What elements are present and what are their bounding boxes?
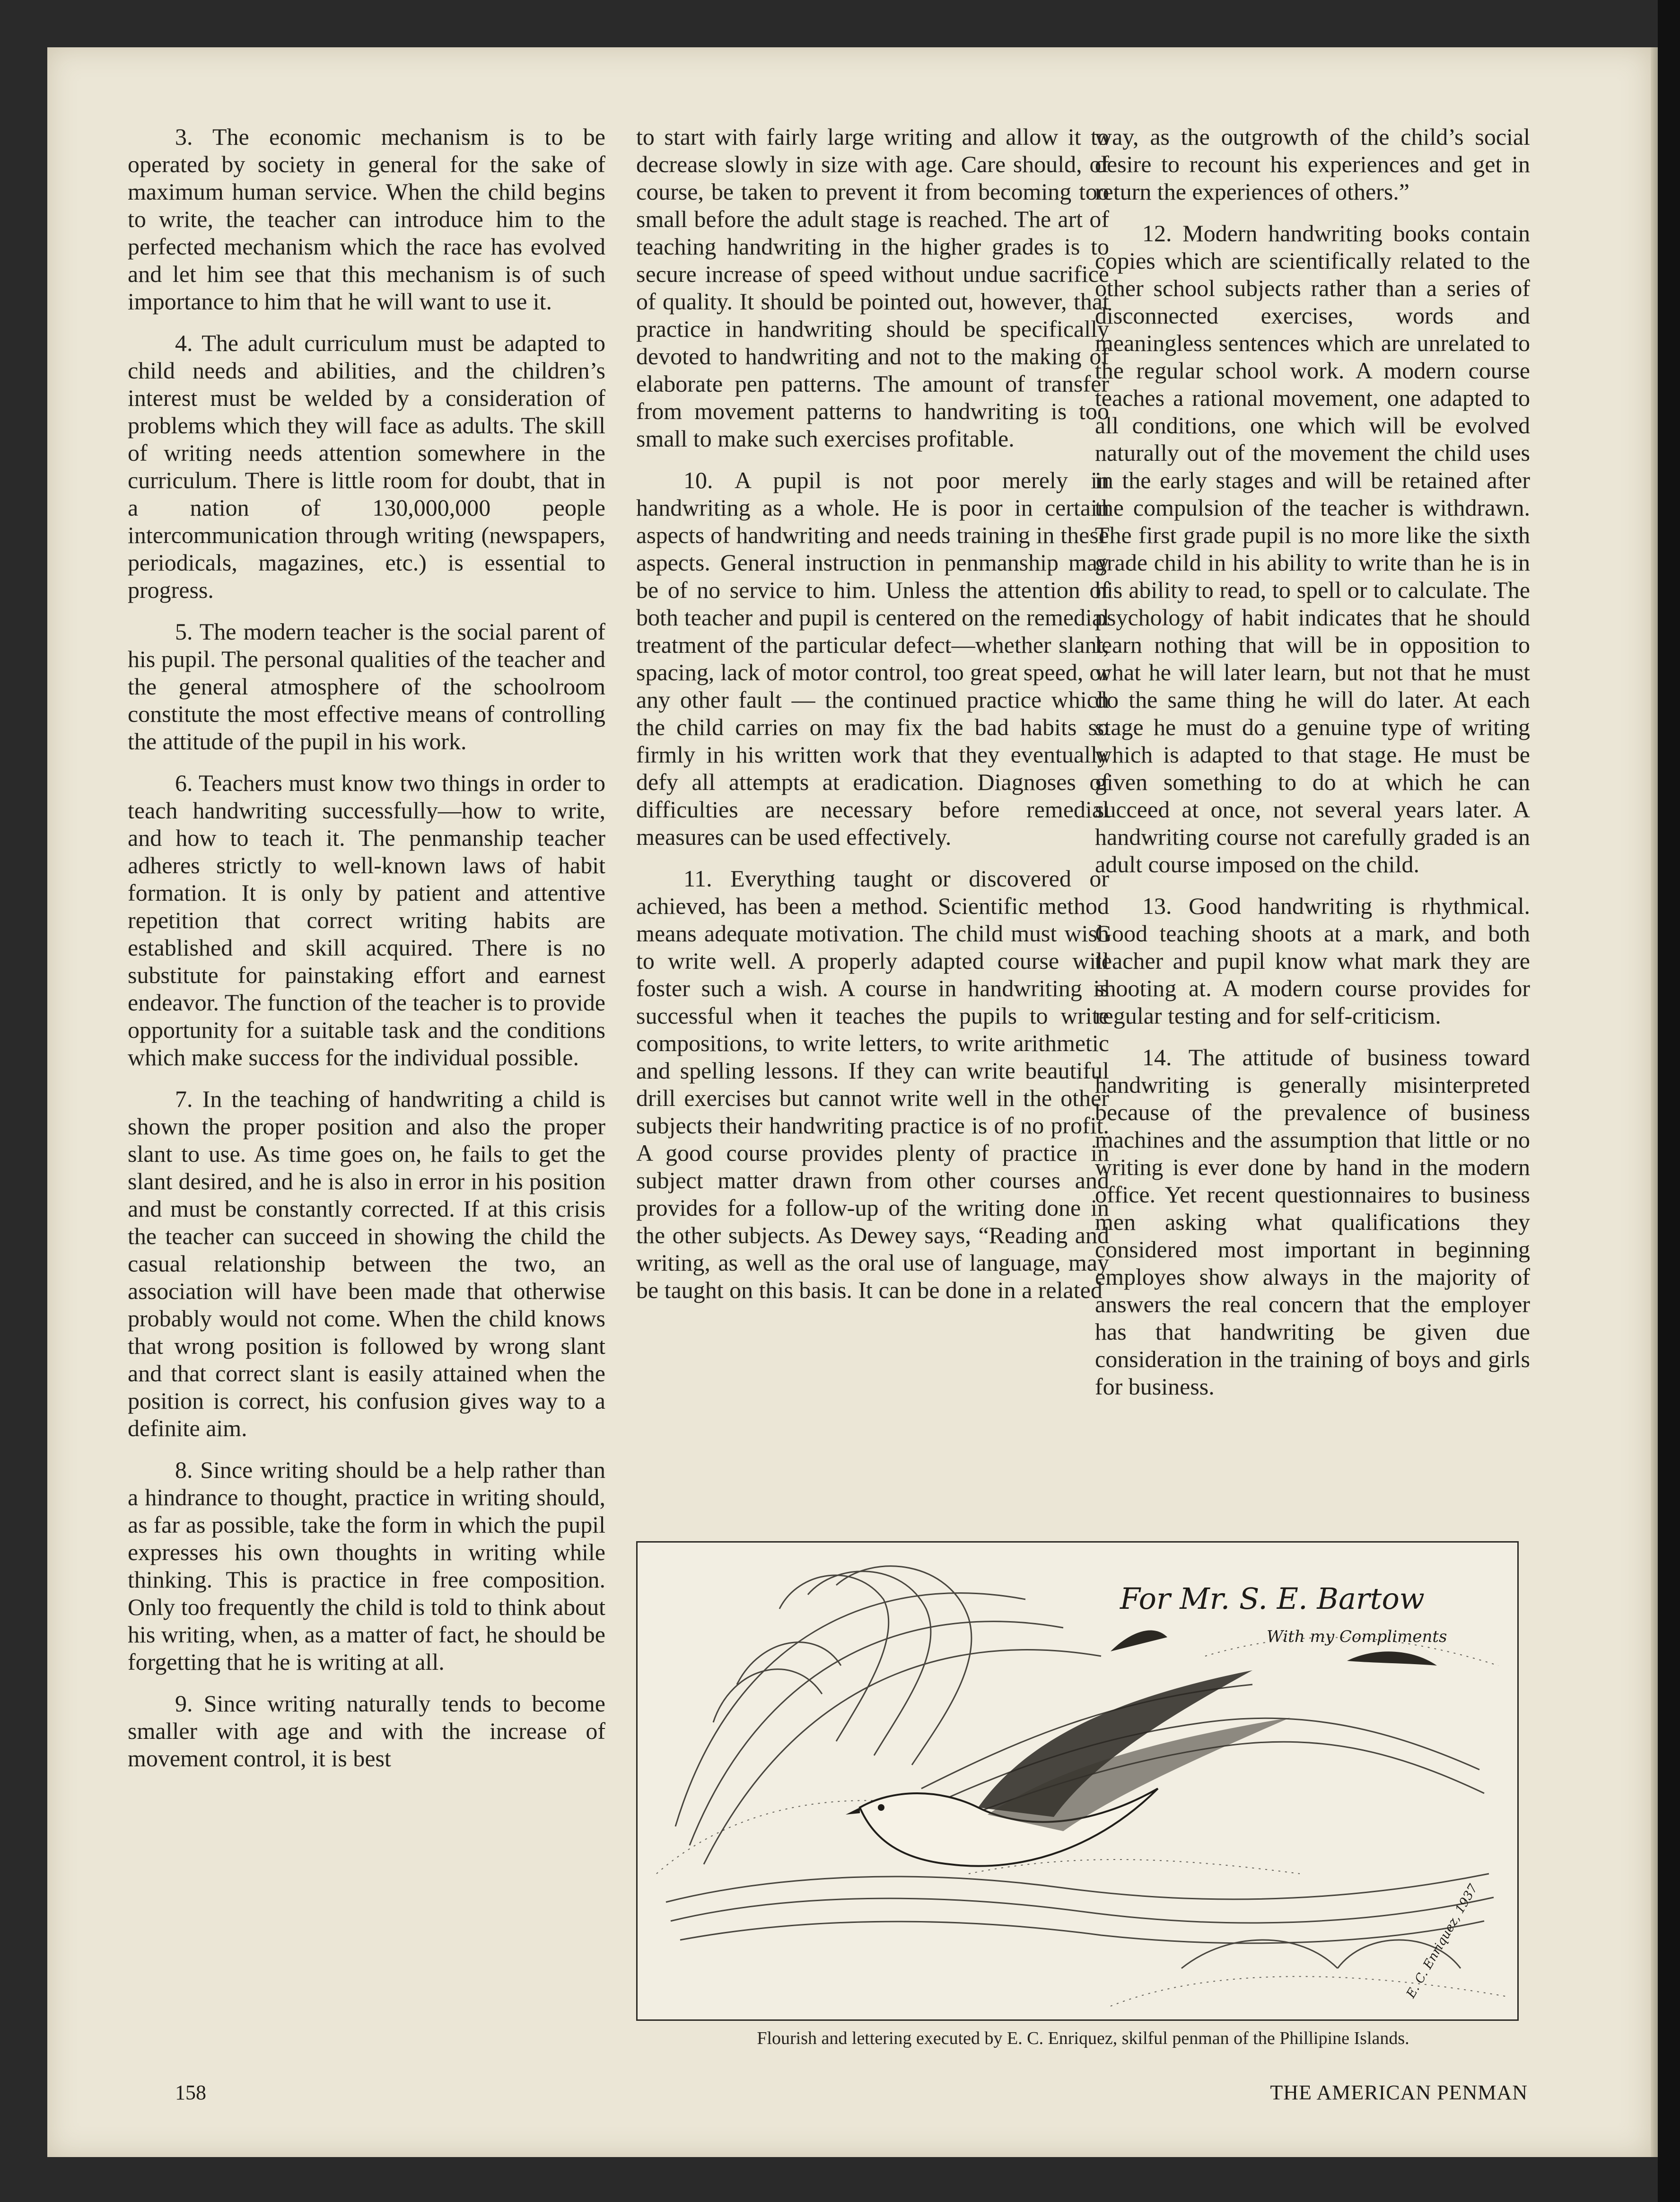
paragraph-12: 12. Modern handwriting books contain copies which are scientifically related to the other school subjects rather than a series of disconnected exercises, words and meaningless sentences which are unrelated to the regular school work. A modern course teaches a rational movement, one adapted to all conditions, one which will be evolved naturally out of the movement the child uses in the early stages and will be retained after the compulsion of the teacher is withdrawn. The first grade pupil is no more like the sixth grade child in his ability to write than he is in his ability to read, to spell or to calculate. The psychology of habit indicates that he should learn nothing that will be in opposition to what he will later learn, but not that he must do the same thing he will do later. At each stage he must do a genuine type of writing which is adapted to that stage. He must be given something to do at which he can succeed at once, not several years later. A handwriting course not carefully graded is an adult course imposed on the child. [1095, 220, 1530, 877]
paragraph-11-continued: way, as the outgrowth of the child’s social desire to recount his experiences and get in return the experiences of others.” [1095, 123, 1530, 205]
paragraph-7: 7. In the teaching of handwriting a child is shown the proper position and also the proper slant to use. As time goes on, he fails to get the slant desired, and he is also in error in his position and must be constantly corrected. If at this crisis the teacher can succeed in showing the child the casual relationship between the two, an association will have been made that otherwise probably would not come. When the child knows that wrong position is followed by wrong slant and that correct slant is easily attained when the position is correct, his confusion gives way to a definite aim. [128, 1086, 605, 1441]
page-number: 158 [175, 2081, 206, 2104]
compliments-text: With my Compliments [1267, 1627, 1447, 1646]
column-middle [636, 123, 1109, 1318]
running-footer-title: THE AMERICAN PENMAN [1270, 2081, 1528, 2104]
paragraph-6: 6. Teachers must know two things in order to teach handwriting successfully—how to write, and how to teach it. The penmanship teacher adheres strictly to well-known laws of habit formation. It is only by patient and attentive repetition that correct writing habits are established and skill acquired. There is no substitute for painstaking effort and earnest endeavor. The function of the teacher is to provide opportunity for a suitable task and the conditions which make success for the individual possible. [128, 770, 605, 1070]
figure-caption: Flourish and lettering executed by E. C. Enriquez, skilful penman of the Phillipine Islands. [757, 2028, 1409, 2048]
flourish-illustration [636, 1541, 1519, 2021]
artist-signature: E. C. Enriquez, 1937 [1404, 1882, 1481, 2001]
paragraph-14: 14. The attitude of business toward handwriting is generally misinterpreted because of the prevalence of business machines and the assumption that little or no writing is ever done by hand in the modern office. Yet recent questionnaires to business men asking what qualifications they considered most important in beginning employes show always in the majority of answers the real concern that the employer has that handwriting be given due consideration in the training of boys and girls for business. [1095, 1044, 1530, 1400]
bird-figure [846, 1670, 1290, 1866]
paragraph-9-continued: to start with fairly large writing and allow it to decrease slowly in size with age. Care should, of course, be taken to prevent it from becoming too small before the adult stage is reached. The art of teaching handwriting in the higher grades is to secure increase of speed without undue sacrifice of quality. It should be pointed out, however, that practice in handwriting should be specifically devoted to handwriting and not to the making of elaborate pen patterns. The amount of transfer from movement patterns to handwriting is too small to make such exercises profitable. [636, 123, 1109, 452]
paragraph-8: 8. Since writing should be a help rather than a hindrance to thought, practice in writing should, as far as possible, take the form in which the pupil expresses his own thoughts in writing while thinking. This is practice in free composition. Only too frequently the child is told to think about his writing, when, as a matter of fact, he should be forgetting that he is writing at all. [128, 1456, 605, 1675]
paragraph-11: 11. Everything taught or discovered or achieved, has been a method. Scientific method means adequate motivation. The child must wish to write well. A properly adapted course will foster such a wish. A course in handwriting is successful when it teaches the pupils to write compositions, to write letters, to write arithmetic and spelling lessons. If they can write beautiful drill exercises but cannot write well in the other subjects their handwriting practice is of no profit. A good course provides plenty of practice in subject matter drawn from other courses and provides for a follow-up of the writing done in the other subjects. As Dewey says, “Reading and writing, as well as the oral use of language, may be taught on this basis. It can be done in a related [636, 865, 1109, 1303]
paragraph-3: 3. The economic mechanism is to be operated by society in general for the sake of maximum human service. When the child begins to write, the teacher can introduce him to the perfected mechanism which the race has evolved and let him see that this mechanism is of such importance to him that he will want to use it. [128, 123, 605, 315]
paragraph-13: 13. Good handwriting is rhythmical. Good teaching shoots at a mark, and both teacher and pupil know what mark they are shooting at. A modern course provides for regular testing and for self-criticism. [1095, 893, 1530, 1029]
column-right [1095, 123, 1530, 1414]
paragraph-4: 4. The adult curriculum must be adapted to child needs and abilities, and the children’s interest must be welded by a consideration of problems which they will face as adults. The skill of writing needs attention somewhere in the curriculum. There is little room for doubt, that in a nation of 130,000,000 people intercommunication through writing (newspapers, periodicals, magazines, etc.) is essential to progress. [128, 330, 605, 603]
dedication-text: For Mr. S. E. Bartow [1120, 1581, 1425, 1616]
paragraph-9: 9. Since writing naturally tends to become smaller with age and with the increase of movement control, it is best [128, 1690, 605, 1772]
column-left [128, 123, 605, 1786]
paragraph-5: 5. The modern teacher is the social parent of his pupil. The personal qualities of the teacher and the general atmosphere of the schoolroom constitute the most effective means of controlling the attitude of the pupil in his work. [128, 618, 605, 754]
bird-flourish-drawing [638, 1543, 1517, 2019]
paragraph-10: 10. A pupil is not poor merely in handwriting as a whole. He is poor in certain aspects of handwriting and needs training in these aspects. General instruction in penmanship may be of no service to him. Unless the attention of both teacher and pupil is centered on the remedial treatment of the particular defect—whether slant, spacing, lack of motor control, too great speed, or any other fault — the continued practice which the child carries on may fix the bad habits so firmly in his written work that they eventually defy all attempts at eradication. Diagnoses of difficulties are necessary before remedial measures can be used effectively. [636, 467, 1109, 850]
scan-border [1658, 0, 1680, 2202]
